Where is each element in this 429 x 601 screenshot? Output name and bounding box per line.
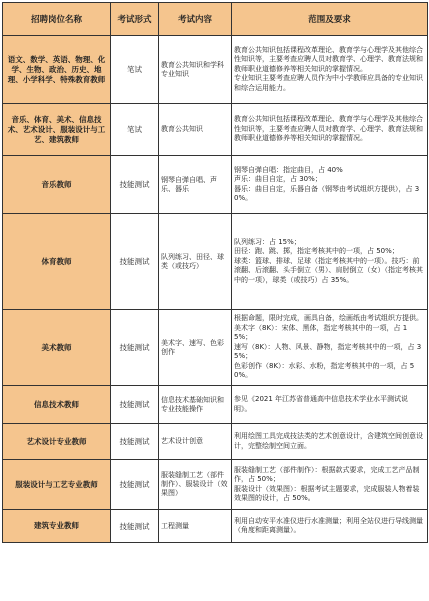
row-content: 服装缝制工艺（部件制作）、服装设计（效果图） xyxy=(159,460,232,510)
scope-line: 田径：跑、跳、掷，指定考核其中的一项，占 50%； xyxy=(234,247,399,256)
scope-line: 参见《2021 年江苏省普通高中信息技术学业水平测试说明》。 xyxy=(234,395,409,413)
scope-line: 教育公共知识包括课程改革理论、教育学与心理学及其他综合性知识等，主要考查应聘人员对教育学、心理学、教育法规和教师职业道德修养等相关知识的掌握情况。 xyxy=(234,115,423,143)
scope-line: 队列练习：占 15%； xyxy=(234,237,301,246)
row-format: 技能测试 xyxy=(111,386,159,424)
row-position: 服装设计与工艺专业教师 xyxy=(3,460,111,510)
header-format: 考试形式 xyxy=(111,3,159,36)
scope-line: 利用自动安平水准仪进行水准测量；利用全站仪进行导线测量（角度和距离测量）。 xyxy=(234,516,423,534)
table-row xyxy=(3,104,428,156)
row-scope xyxy=(232,460,428,510)
row-scope xyxy=(232,36,428,104)
table-row xyxy=(3,460,428,510)
table-row xyxy=(3,510,428,543)
scope-line: 教育公共知识包括课程改革理论、教育学与心理学及其他综合性知识等，主要考查应聘人员对教育学、心理学、教育法规和教师职业道德修养等相关知识的掌握情况。 xyxy=(234,45,423,73)
scope-line: 利用绘图工具完成技法类的艺术创意设计，含建筑空间创意设计，完整绘制空间立面。 xyxy=(234,432,423,450)
row-position: 艺术设计专业教师 xyxy=(3,424,111,460)
scope-line: 根据命题，限时完成，画具自备，绘画纸由考试组织方提供。 xyxy=(234,314,423,323)
row-scope xyxy=(232,386,428,424)
row-format: 技能测试 xyxy=(111,510,159,543)
row-content: 信息技术基础知识和专业技能操作 xyxy=(159,386,232,424)
row-format: 笔试 xyxy=(111,104,159,156)
row-format: 技能测试 xyxy=(111,310,159,386)
row-content: 工程测量 xyxy=(159,510,232,543)
row-content: 队列练习、田径、球类（或技巧） xyxy=(159,214,232,310)
scope-line: 声乐：曲目自定，占 30%； xyxy=(234,175,322,183)
row-format: 笔试 xyxy=(111,36,159,104)
scope-line: 色彩创作（8K）：水彩、水粉，指定考核其中的一项，占 50%。 xyxy=(234,361,415,380)
row-scope xyxy=(232,214,428,310)
row-position: 体育教师 xyxy=(3,214,111,310)
scope-line: 球类：篮球、排球、足球（指定考核其中的一项）。技巧：前滚翻、后滚翻、头手倒立（男）、肩肘倒立（女）（指定考核其中的一项），球类（或技巧）占 35%。 xyxy=(234,256,423,284)
row-content: 教育公共知识和学科专业知识 xyxy=(159,36,232,104)
header-position: 招聘岗位名称 xyxy=(3,3,111,36)
row-format: 技能测试 xyxy=(111,156,159,214)
row-position: 音乐教师 xyxy=(3,156,111,214)
row-position: 美术教师 xyxy=(3,310,111,386)
row-format: 技能测试 xyxy=(111,424,159,460)
header-scope: 范围及要求 xyxy=(232,3,428,36)
row-position: 音乐、体育、美术、信息技术、艺术设计、服装设计与工艺、建筑教师 xyxy=(3,104,111,156)
scope-line: 专业知识主要考查应聘人员作为中小学教师应具备的专业知识和综合运用能力。 xyxy=(234,74,423,92)
row-scope xyxy=(232,156,428,214)
row-format: 技能测试 xyxy=(111,214,159,310)
scope-line: 美术字（8K）：宋体、黑体，指定考核其中的一项，占 15%； xyxy=(234,323,408,342)
table-row xyxy=(3,156,428,214)
table-row xyxy=(3,386,428,424)
row-format: 技能测试 xyxy=(111,460,159,510)
row-position: 信息技术教师 xyxy=(3,386,111,424)
row-content: 钢琴自弹自唱、声乐、器乐 xyxy=(159,156,232,214)
row-content: 美术字、速写、色彩创作 xyxy=(159,310,232,386)
scope-line: 钢琴自弹自唱：指定曲目，占 40% xyxy=(234,165,343,174)
exam-table-container xyxy=(2,2,427,543)
row-position: 建筑专业教师 xyxy=(3,510,111,543)
row-position: 语文、数学、英语、物理、化学、生物、政治、历史、地理、小学科学、特殊教育教师 xyxy=(3,36,111,104)
scope-line: 器乐：曲目自定，乐器自备（钢琴由考试组织方提供），占 30%。 xyxy=(234,184,420,202)
scope-line: 服装设计（效果图）：根据考试主题要求，完成服装人物着装效果图的设计，占 50%。 xyxy=(234,484,420,502)
row-scope xyxy=(232,510,428,543)
table-row xyxy=(3,214,428,310)
row-scope xyxy=(232,310,428,386)
row-content: 教育公共知识 xyxy=(159,104,232,156)
table-row xyxy=(3,36,428,104)
row-scope xyxy=(232,104,428,156)
header-content: 考试内容 xyxy=(159,3,232,36)
scope-line: 服装缝制工艺（部件制作）：根据款式要求，完成工艺产品制作，占 50%； xyxy=(234,465,420,483)
exam-requirements-table xyxy=(2,2,428,543)
row-scope xyxy=(232,424,428,460)
row-content: 艺术设计创意 xyxy=(159,424,232,460)
table-row xyxy=(3,424,428,460)
table-header-row xyxy=(3,3,428,36)
table-row xyxy=(3,310,428,386)
scope-line: 速写（8K）：人物、风景、静物，指定考核其中的一项，占 35%； xyxy=(234,342,422,361)
